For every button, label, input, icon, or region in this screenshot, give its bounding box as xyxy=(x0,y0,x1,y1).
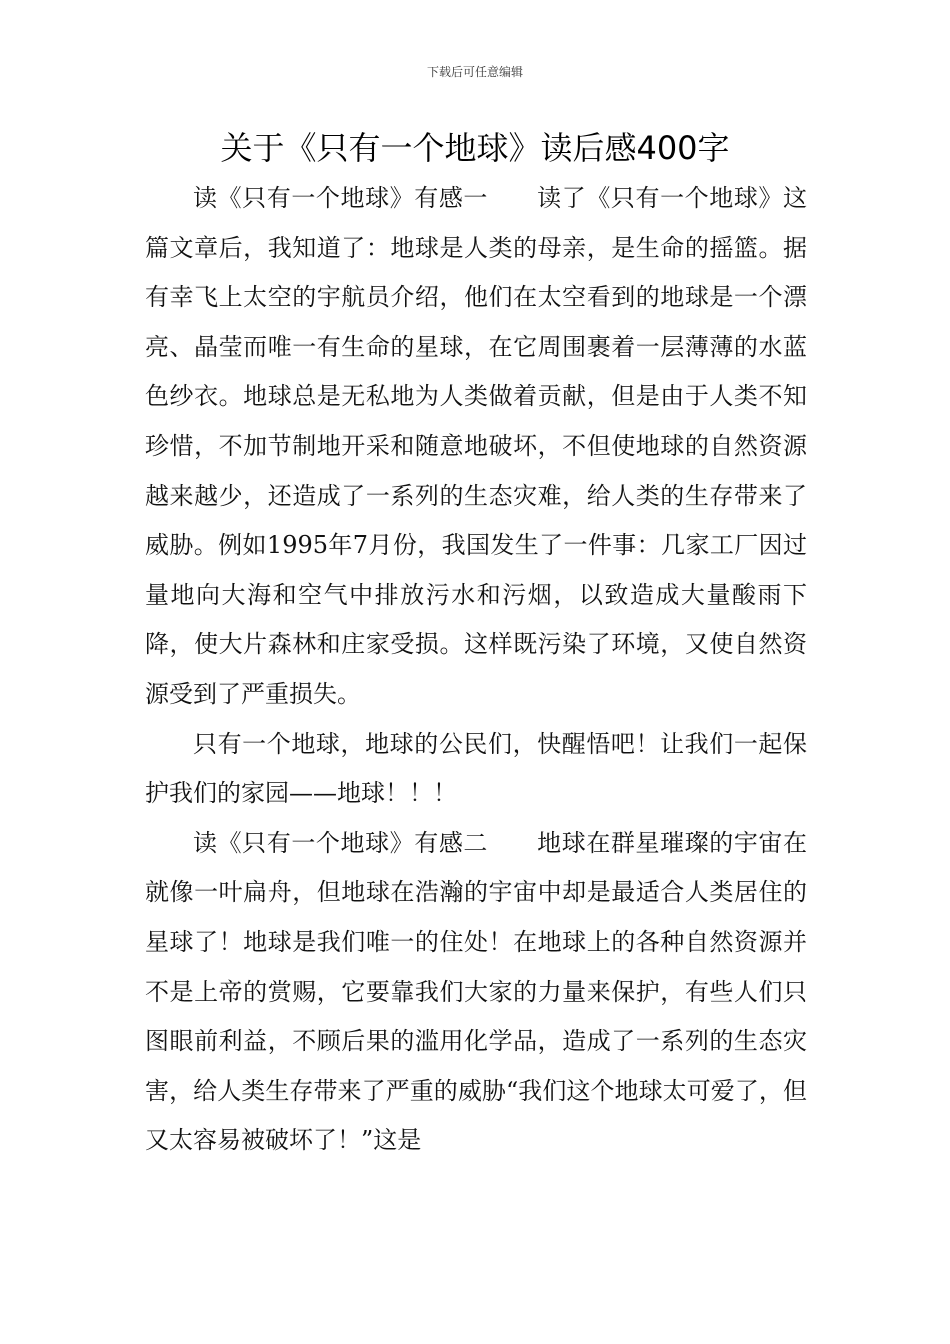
page-header-note: 下载后可任意编辑 xyxy=(426,65,523,79)
document-body xyxy=(145,174,807,1166)
document-title: 关于《只有一个地球》读后感400字 xyxy=(220,129,730,167)
paragraph-3: 读《只有一个地球》有感二 地球在群星璀璨的宇宙在就像一叶扁舟，但地球在浩瀚的宇宙中却是最适合人类居住的星球了！地球是我们唯一的住处！在地球上的各种自然资源并不是上帝的赏赐，它要靠我们大家的力量来保护，有些人们只图眼前利益，不顾后果的滥用化学品，造成了一系列的生态灾害，给人类生存带来了严重的威胁“我们这个地球太可爱了，但又太容易被破坏了！”这是 xyxy=(145,828,807,1155)
paragraph-1: 读《只有一个地球》有感一 读了《只有一个地球》这篇文章后，我知道了：地球是人类的母亲，是生命的摇篮。据有幸飞上太空的宇航员介绍，他们在太空看到的地球是一个漂亮、晶莹而唯一有生命的星球，在它周围裹着一层薄薄的水蓝色纱衣。地球总是无私地为人类做着贡献，但是由于人类不知珍惜，不加节制地开采和随意地破坏，不但使地球的自然资源越来越少，还造成了一系列的生态灾难，给人类的生存带来了威胁。例如1995年7月份，我国发生了一件事：几家工厂因过量地向大海和空气中排放污水和污烟，以致造成大量酸雨下降，使大片森林和庄家受损。这样既污染了环境，又使自然资源受到了严重损失。 xyxy=(145,184,807,708)
paragraph-2: 只有一个地球，地球的公民们，快醒悟吧！让我们一起保护我们的家园——地球！！！ xyxy=(145,729,807,808)
